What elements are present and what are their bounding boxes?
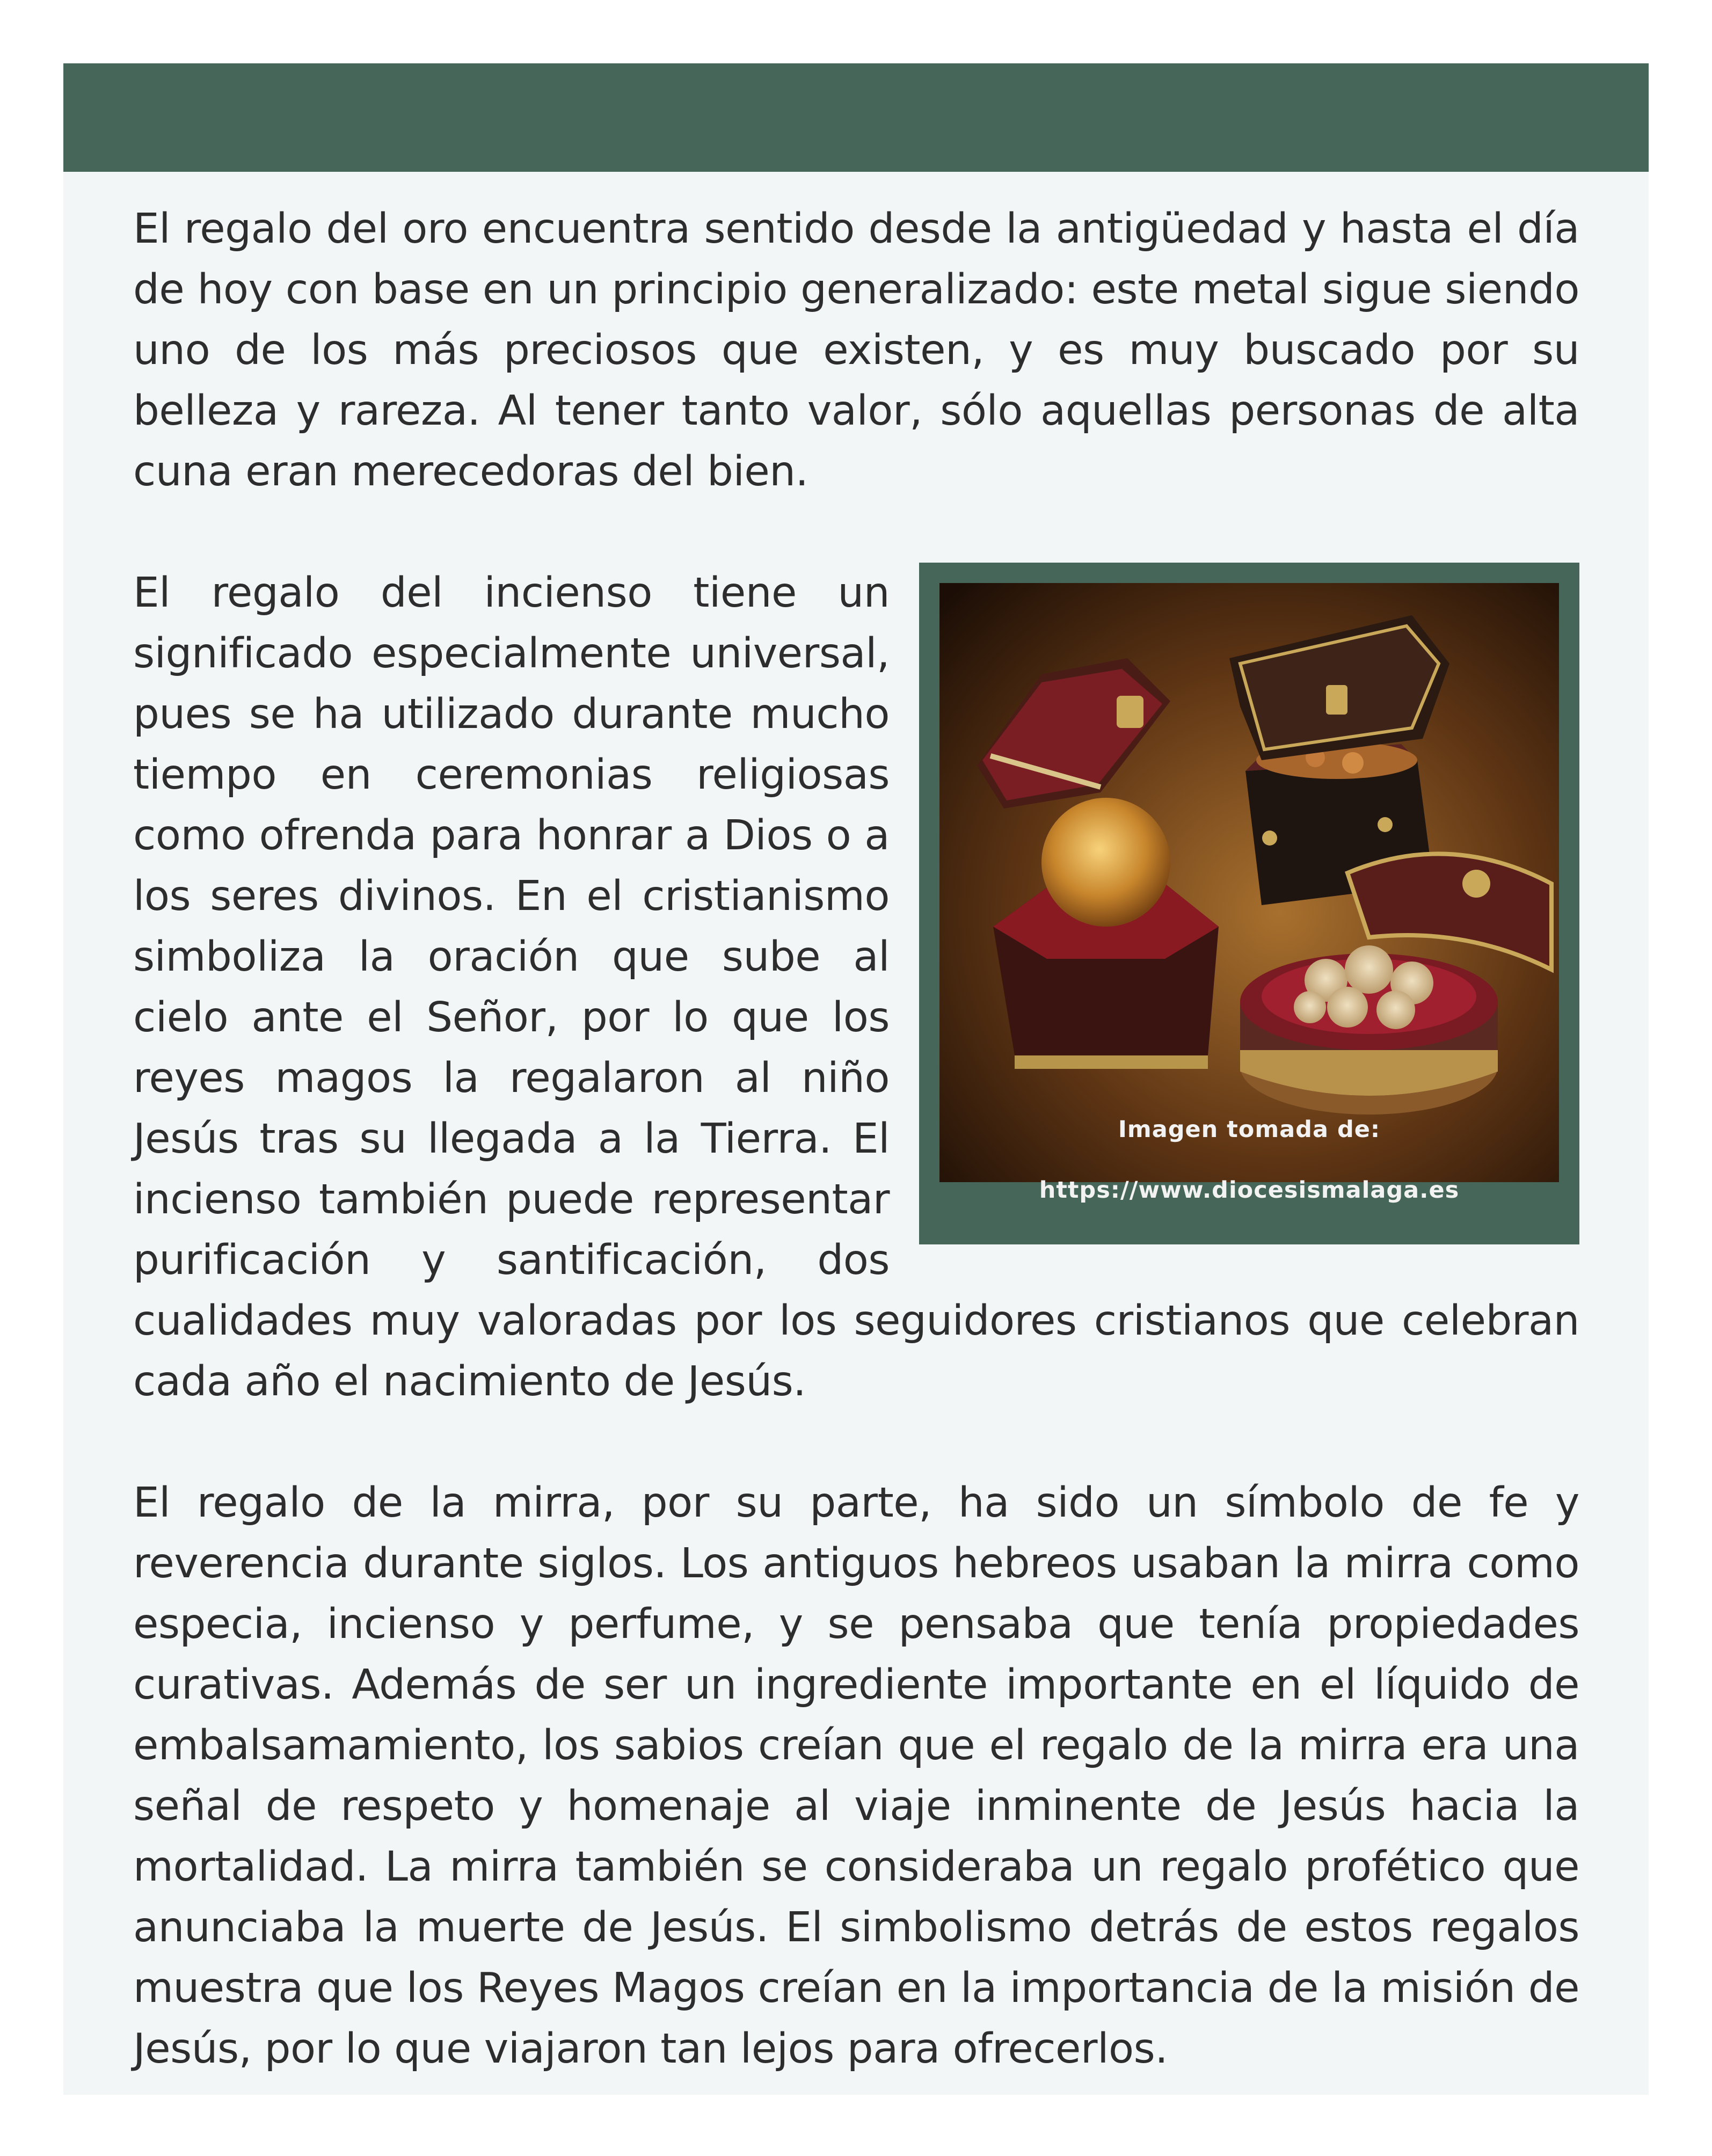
gift-boxes-illustration: [939, 583, 1559, 1182]
paragraph-incense: [133, 563, 1579, 1412]
image-caption: Imagen tomada de: https://www.diocesismalaga.es: [1039, 1116, 1460, 1204]
article-body: [133, 199, 1579, 2079]
paragraph-incense-text: El regalo del incienso tiene un significado especialmente universal, pues se ha utilizado durante mucho tiempo en ceremonias religiosas como ofrenda para honrar a Dios o a los seres divinos. En el cristianismo simboliza la oración que sube al cielo ante el Señor, por lo que los reyes magos la regalaron al niño Jesús tras su llegada a la Tierra. El incienso también puede representar purificación y santificación, dos cualidades muy valoradas por los seguidores cristianos que celebran cada año el nacimiento de Jesús.: [133, 569, 1579, 1405]
gift-boxes-figure: [919, 563, 1579, 1244]
gift-boxes-photo: [939, 583, 1559, 1182]
paragraph-myrrh: El regalo de la mirra, por su parte, ha sido un símbolo de fe y reverencia durante siglos. Los antiguos hebreos usaban la mirra como especia, incienso y perfume, y se pensaba que tenía propiedades curativas. Además de ser un ingrediente importante en el líquido de embalsamamiento, los sabios creían que el regalo de la mirra era una señal de respeto y homenaje al viaje inminente de Jesús hacia la mortalidad. La mirra también se consideraba un regalo profético que anunciaba la muerte de Jesús. El simbolismo detrás de estos regalos muestra que los Reyes Magos creían en la importancia de la misión de Jesús, por lo que viajaron tan lejos para ofrecerlos.: [133, 1479, 1579, 2073]
paragraph-gold: El regalo del oro encuentra sentido desde la antigüedad y hasta el día de hoy con base en un principio generalizado: este metal sigue siendo uno de los más preciosos que existen, y es muy buscado por su belleza y rareza. Al tener tanto valor, sólo aquellas personas de alta cuna eran merecedoras del bien.: [133, 205, 1579, 496]
header-band: [63, 63, 1649, 172]
